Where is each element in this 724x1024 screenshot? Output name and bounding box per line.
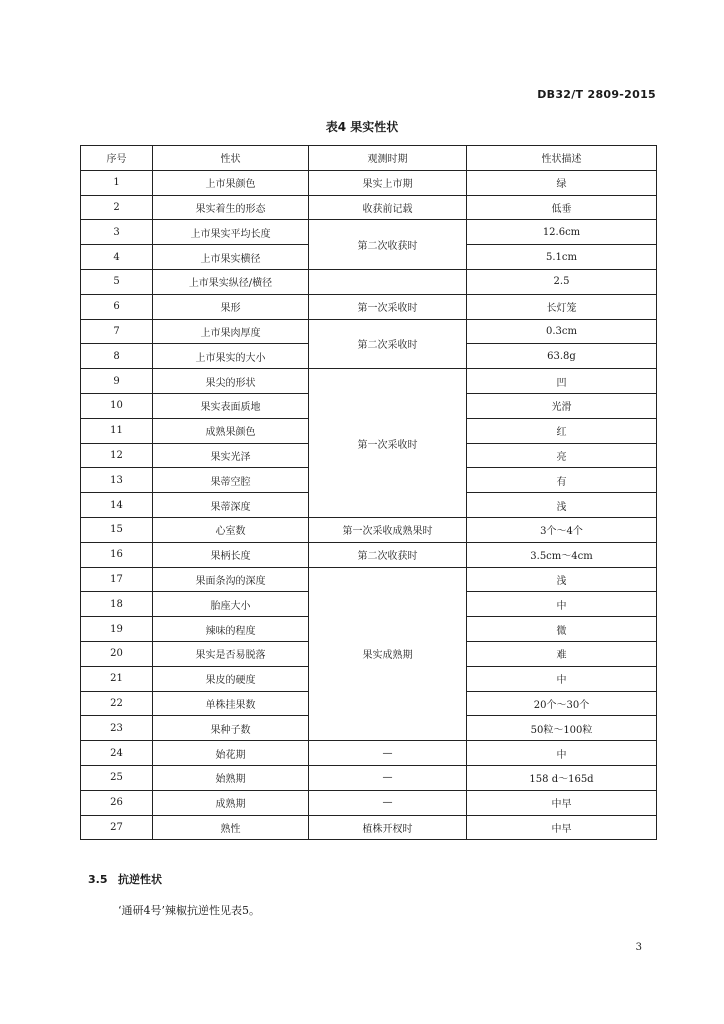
description-cell: 20个～30个	[467, 691, 657, 716]
period-cell: 果实上市期	[309, 170, 467, 195]
trait-cell: 果形	[153, 294, 309, 319]
period-cell: 第二次收获时	[309, 220, 467, 270]
description-cell: 12.6cm	[467, 220, 657, 245]
row-number: 10	[81, 393, 153, 418]
table-row	[81, 517, 657, 542]
description-cell: 红	[467, 418, 657, 443]
table-header-row	[81, 146, 657, 171]
section-title: 抗逆性状	[118, 873, 162, 886]
period-cell: 果实成熟期	[309, 567, 467, 741]
row-number: 21	[81, 666, 153, 691]
description-cell: 绿	[467, 170, 657, 195]
trait-cell: 成熟期	[153, 790, 309, 815]
description-cell: 难	[467, 641, 657, 666]
trait-cell: 果皮的硬度	[153, 666, 309, 691]
trait-cell: 单株挂果数	[153, 691, 309, 716]
description-cell: 63.8g	[467, 344, 657, 369]
page-number: 3	[635, 942, 642, 953]
trait-cell: 果面条沟的深度	[153, 567, 309, 592]
row-number: 5	[81, 269, 153, 294]
trait-cell: 始熟期	[153, 765, 309, 790]
document-code: DB32/T 2809-2015	[537, 88, 656, 101]
trait-cell: 果蒂深度	[153, 493, 309, 518]
row-number: 6	[81, 294, 153, 319]
row-number: 27	[81, 815, 153, 840]
row-number: 1	[81, 170, 153, 195]
table-row	[81, 319, 657, 344]
row-number: 24	[81, 741, 153, 766]
table-row	[81, 269, 657, 294]
section-body-text: ‘通研4号’辣椒抗逆性见表5。	[118, 904, 260, 917]
table-row	[81, 790, 657, 815]
description-cell: 5.1cm	[467, 245, 657, 270]
description-cell: 158 d～165d	[467, 765, 657, 790]
period-cell: 第一次采收时	[309, 369, 467, 518]
row-number: 26	[81, 790, 153, 815]
row-number: 13	[81, 468, 153, 493]
description-cell: 中早	[467, 790, 657, 815]
trait-cell: 胎座大小	[153, 592, 309, 617]
trait-cell: 果实表面质地	[153, 393, 309, 418]
period-cell: —	[309, 741, 467, 766]
trait-cell: 上市果实的大小	[153, 344, 309, 369]
description-cell: 中早	[467, 815, 657, 840]
period-cell: 第一次采收时	[309, 294, 467, 319]
description-cell: 中	[467, 666, 657, 691]
period-cell: 第二次收获时	[309, 542, 467, 567]
table-row	[81, 294, 657, 319]
column-header-period: 观测时期	[309, 146, 467, 171]
row-number: 23	[81, 716, 153, 741]
description-cell: 0.3cm	[467, 319, 657, 344]
period-cell: —	[309, 765, 467, 790]
description-cell: 中	[467, 592, 657, 617]
period-cell: 收获前记载	[309, 195, 467, 220]
period-cell: 第一次采收成熟果时	[309, 517, 467, 542]
trait-cell: 果实是否易脱落	[153, 641, 309, 666]
description-cell: 低垂	[467, 195, 657, 220]
trait-cell: 果种子数	[153, 716, 309, 741]
column-header-desc: 性状描述	[467, 146, 657, 171]
trait-cell: 果蒂空腔	[153, 468, 309, 493]
table-row	[81, 567, 657, 592]
trait-cell: 果柄长度	[153, 542, 309, 567]
section-number: 3.5	[88, 873, 108, 886]
row-number: 8	[81, 344, 153, 369]
table-row	[81, 741, 657, 766]
row-number: 11	[81, 418, 153, 443]
row-number: 16	[81, 542, 153, 567]
table-row	[81, 170, 657, 195]
trait-cell: 果尖的形状	[153, 369, 309, 394]
description-cell: 亮	[467, 443, 657, 468]
trait-cell: 成熟果颜色	[153, 418, 309, 443]
description-cell: 微	[467, 617, 657, 642]
table-row	[81, 542, 657, 567]
description-cell: 光滑	[467, 393, 657, 418]
trait-cell: 上市果肉厚度	[153, 319, 309, 344]
description-cell: 2.5	[467, 269, 657, 294]
row-number: 9	[81, 369, 153, 394]
description-cell: 3个～4个	[467, 517, 657, 542]
description-cell: 中	[467, 741, 657, 766]
row-number: 7	[81, 319, 153, 344]
row-number: 15	[81, 517, 153, 542]
trait-cell: 辣味的程度	[153, 617, 309, 642]
row-number: 4	[81, 245, 153, 270]
table-row	[81, 369, 657, 394]
row-number: 14	[81, 493, 153, 518]
trait-cell: 上市果实横径	[153, 245, 309, 270]
trait-cell: 上市果实纵径/横径	[153, 269, 309, 294]
section-heading	[88, 871, 162, 887]
row-number: 19	[81, 617, 153, 642]
description-cell: 3.5cm～4cm	[467, 542, 657, 567]
table-row	[81, 220, 657, 245]
row-number: 2	[81, 195, 153, 220]
period-cell	[309, 269, 467, 294]
period-cell: —	[309, 790, 467, 815]
row-number: 20	[81, 641, 153, 666]
fruit-traits-table	[80, 145, 657, 840]
trait-cell: 上市果颜色	[153, 170, 309, 195]
description-cell: 长灯笼	[467, 294, 657, 319]
period-cell: 植株开杈时	[309, 815, 467, 840]
table-row	[81, 765, 657, 790]
description-cell: 浅	[467, 493, 657, 518]
description-cell: 凹	[467, 369, 657, 394]
column-header-trait: 性状	[153, 146, 309, 171]
description-cell: 50粒～100粒	[467, 716, 657, 741]
table-row	[81, 815, 657, 840]
trait-cell: 心室数	[153, 517, 309, 542]
table-title: 表4 果实性状	[325, 120, 399, 134]
row-number: 22	[81, 691, 153, 716]
row-number: 12	[81, 443, 153, 468]
row-number: 18	[81, 592, 153, 617]
trait-cell: 上市果实平均长度	[153, 220, 309, 245]
trait-cell: 果实光泽	[153, 443, 309, 468]
row-number: 3	[81, 220, 153, 245]
description-cell: 浅	[467, 567, 657, 592]
description-cell: 有	[467, 468, 657, 493]
column-header-no: 序号	[81, 146, 153, 171]
row-number: 25	[81, 765, 153, 790]
table-row	[81, 195, 657, 220]
trait-cell: 熟性	[153, 815, 309, 840]
row-number: 17	[81, 567, 153, 592]
period-cell: 第二次采收时	[309, 319, 467, 369]
trait-cell: 果实着生的形态	[153, 195, 309, 220]
trait-cell: 始花期	[153, 741, 309, 766]
